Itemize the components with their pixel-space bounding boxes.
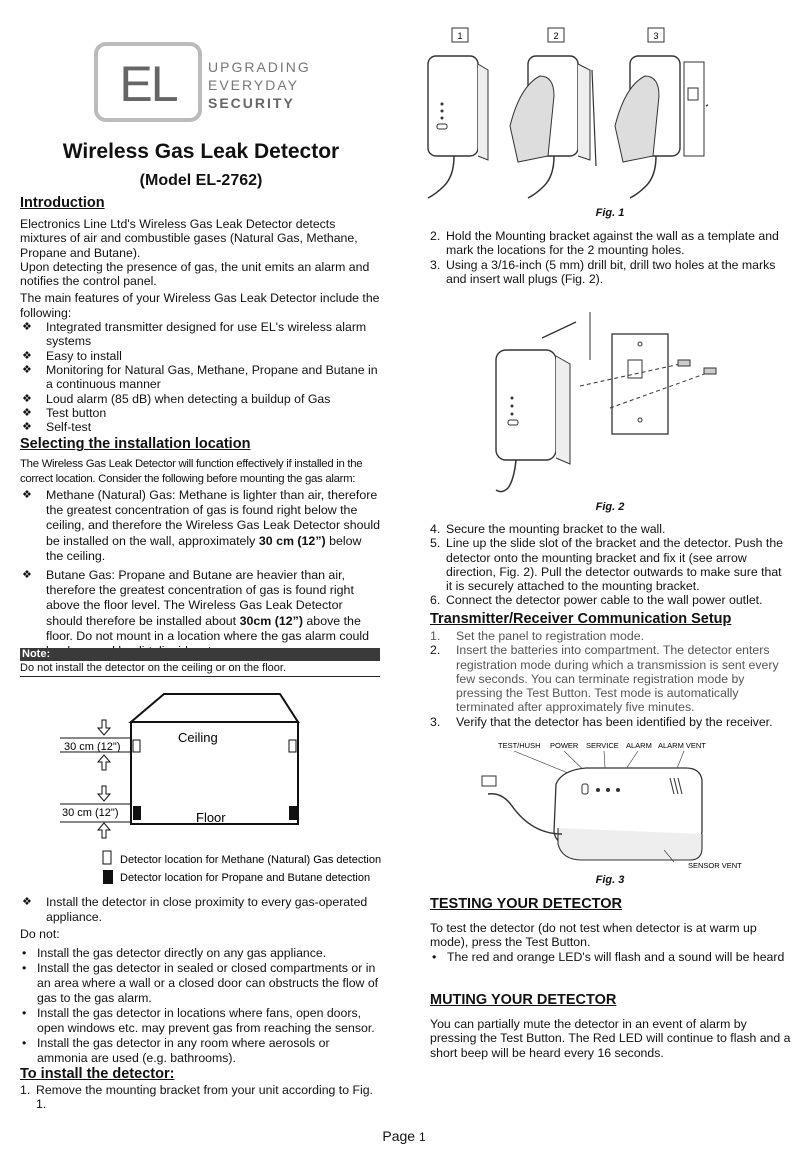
- methane-detector-right: [289, 740, 296, 752]
- fig3-caption: Fig. 3: [595, 874, 625, 886]
- logo: [90, 38, 312, 122]
- methane-item: ❖ Methane (Natural) Gas: Methane is lighter than air, therefore the greatest concentration of gas is found right below the ceiling, and therefore the Wireless Gas Leak Detector should be installed on the wall, approximately 30 cm (12”) below the ceiling.: [22, 488, 381, 563]
- location-p1: The Wireless Gas Leak Detector will function effectively if installed in the correct location. Consider the following before mounting the gas alarm:: [20, 458, 363, 485]
- logo-mark: EL: [119, 56, 177, 112]
- floor-label: Floor: [196, 810, 226, 825]
- list-item: ❖ Self-test: [22, 420, 92, 435]
- txrx-step-1: 1. Set the panel to registration mode.: [430, 629, 644, 643]
- fig1-box-3: 3: [653, 31, 659, 41]
- page-title: Wireless Gas Leak Detector: [62, 140, 340, 163]
- testing-bullet: • The red and orange LED's will flash and a sound will be heard: [432, 949, 785, 964]
- txrx-step-3: 3. Verify that the detector has been identified by the receiver.: [430, 714, 773, 729]
- dist-ceiling: 30 cm (12"): [64, 741, 121, 753]
- install-step-2: 2. Hold the Mounting bracket against the wall as a template and mark the locations for the 2 mounting holes.: [430, 229, 779, 258]
- testing-section: [430, 896, 792, 964]
- list-item: • Install the gas detector in any room where aerosols or ammonia are used (e.g. bathrooms).: [22, 1036, 330, 1065]
- list-item: • Install the gas detector in locations where fans, open doors, open windows etc. may prevent gas from reaching the sensor.: [22, 1006, 375, 1035]
- do-not-label: Do not:: [20, 927, 60, 941]
- txrx-section: [430, 611, 792, 729]
- list-item: ❖ Easy to install: [22, 348, 122, 363]
- list-item: • Install the gas detector in sealed or closed compartments or in an area where a wall or a closed door can obstructs the flow of gas to the gas alarm.: [22, 961, 379, 1005]
- intro-heading: Introduction: [20, 195, 105, 211]
- fig2-caption: Fig. 2: [595, 501, 625, 513]
- label-test-hush: TEST/HUSH: [498, 741, 541, 750]
- note-label: Note:: [20, 648, 380, 661]
- methane-detector-left: [133, 740, 140, 752]
- install-heading: To install the detector:: [20, 1066, 175, 1082]
- legend-methane: Detector location for Methane (Natural) Gas detection: [120, 854, 382, 866]
- figure-1: [420, 26, 708, 206]
- fig1-caption: Fig. 1: [595, 207, 625, 219]
- intro-p1: Electronics Line Ltd's Wireless Gas Leak Detector detects mixtures of air and combustible gases (Natural Gas, Methane, Propane and Butane).: [20, 217, 358, 260]
- figure-1-svg: [420, 26, 708, 206]
- fig1-box-2: 2: [553, 31, 559, 41]
- page-number: 1: [418, 1130, 426, 1144]
- label-sensor-vent: SENSOR VENT: [688, 861, 742, 870]
- figure-2-svg: [490, 310, 730, 495]
- install-step-6: 6. Connect the detector power cable to the wall power outlet.: [430, 593, 763, 608]
- butane-detector-left: [133, 806, 141, 820]
- butane-detector-right: [289, 806, 297, 820]
- list-item: • Install the gas detector directly on any gas appliance.: [22, 946, 327, 960]
- install-step-3: 3. Using a 3/16-inch (5 mm) drill bit, drill two holes at the marks and insert wall plugs (Fig. 2).: [430, 257, 776, 286]
- room-diagram-svg: [60, 688, 400, 888]
- location-heading: Selecting the installation location: [20, 436, 251, 453]
- label-power: POWER: [550, 741, 579, 750]
- muting-p: You can partially mute the detector in an event of alarm by pressing the Test Button. The Red LED will continue to flash and a short beep will be heard every 16 seconds.: [430, 1017, 791, 1060]
- logo-graphic: [90, 38, 312, 122]
- dist-floor: 30 cm (12"): [62, 807, 119, 819]
- page-footer: [0, 1128, 808, 1144]
- txrx-step-2: 2. Insert the batteries into compartment. The detector enters registration mode during which a transmission is sent every few seconds. You can terminate registration mode by pressing the Test Button. Test mode is automatically terminated after approximately five minutes.: [430, 643, 779, 715]
- list-item: ❖ Monitoring for Natural Gas, Methane, Propane and Butane in a continuous manner: [22, 362, 378, 392]
- label-alarm: ALARM: [626, 741, 652, 750]
- donts-list: [20, 946, 382, 1066]
- label-alarm-vent: ALARM VENT: [658, 741, 706, 750]
- fig1-box-1: 1: [457, 31, 463, 41]
- label-service: SERVICE: [586, 741, 619, 750]
- logo-tag3: SECURITY: [208, 95, 295, 111]
- left-column-top: [20, 195, 382, 659]
- list-item: ❖ Loud alarm (85 dB) when detecting a buildup of Gas: [22, 391, 331, 406]
- install-step-5: 5. Line up the slide slot of the bracket and the detector. Push the detector onto the mounting bracket and fix it (see arrow direction, Fig. 2). Pull the detector outwards to make sure that it is securely attached to the mounting bracket.: [430, 536, 784, 594]
- proximity-item: ❖ Install the detector in close proximity to every gas-operated appliance.: [22, 895, 368, 924]
- left-column-bottom: [20, 895, 382, 1112]
- figure-2: [490, 310, 730, 495]
- page-label: Page: [382, 1128, 416, 1144]
- muting-section: [430, 992, 792, 1060]
- legend-butane: Detector location for Propane and Butane detection: [120, 872, 371, 884]
- butane-item: ❖ Butane Gas: Propane and Butane are heavier than air, therefore the greatest concentration of gas is found right above the floor level. The Wireless Gas Leak Detector should therefore be installed about 30cm (12”) above the floor. Do not mount in a location where the gas alarm could: [22, 568, 370, 643]
- figure-3-svg: [478, 738, 768, 870]
- logo-tag1: UPGRADING: [208, 59, 311, 75]
- intro-p3: The main features of your Wireless Gas Leak Detector include the following:: [20, 291, 380, 320]
- testing-p: To test the detector (do not test when detector is at warm up mode), press the Test Button.: [430, 921, 757, 950]
- ceiling-label: Ceiling: [178, 730, 218, 745]
- install-step-4: 4. Secure the mounting bracket to the wall.: [430, 522, 666, 536]
- model-subtitle: (Model EL-2762): [139, 172, 263, 189]
- room-diagram: [60, 688, 400, 888]
- testing-heading: TESTING YOUR DETECTOR: [430, 896, 623, 912]
- install-steps-4-6: [430, 522, 790, 608]
- list-item: ❖ Test button: [22, 405, 107, 420]
- list-item: ❖ Integrated transmitter designed for use EL's wireless alarm systems: [22, 320, 367, 349]
- note-box: [20, 648, 380, 677]
- intro-p2: Upon detecting the presence of gas, the unit emits an alarm and notifies the control panel.: [20, 259, 370, 289]
- install-steps-2-3: [430, 229, 790, 286]
- txrx-heading: Transmitter/Receiver Communication Setup: [430, 611, 732, 627]
- install-step-1: 1. Remove the mounting bracket from your unit according to Fig. 1.: [20, 1083, 373, 1112]
- note-text: Do not install the detector on the ceiling or on the floor.: [20, 661, 380, 677]
- feature-list: [20, 320, 382, 434]
- logo-tag2: EVERYDAY: [208, 77, 299, 93]
- figure-3: [478, 738, 768, 870]
- muting-heading: MUTING YOUR DETECTOR: [430, 992, 617, 1008]
